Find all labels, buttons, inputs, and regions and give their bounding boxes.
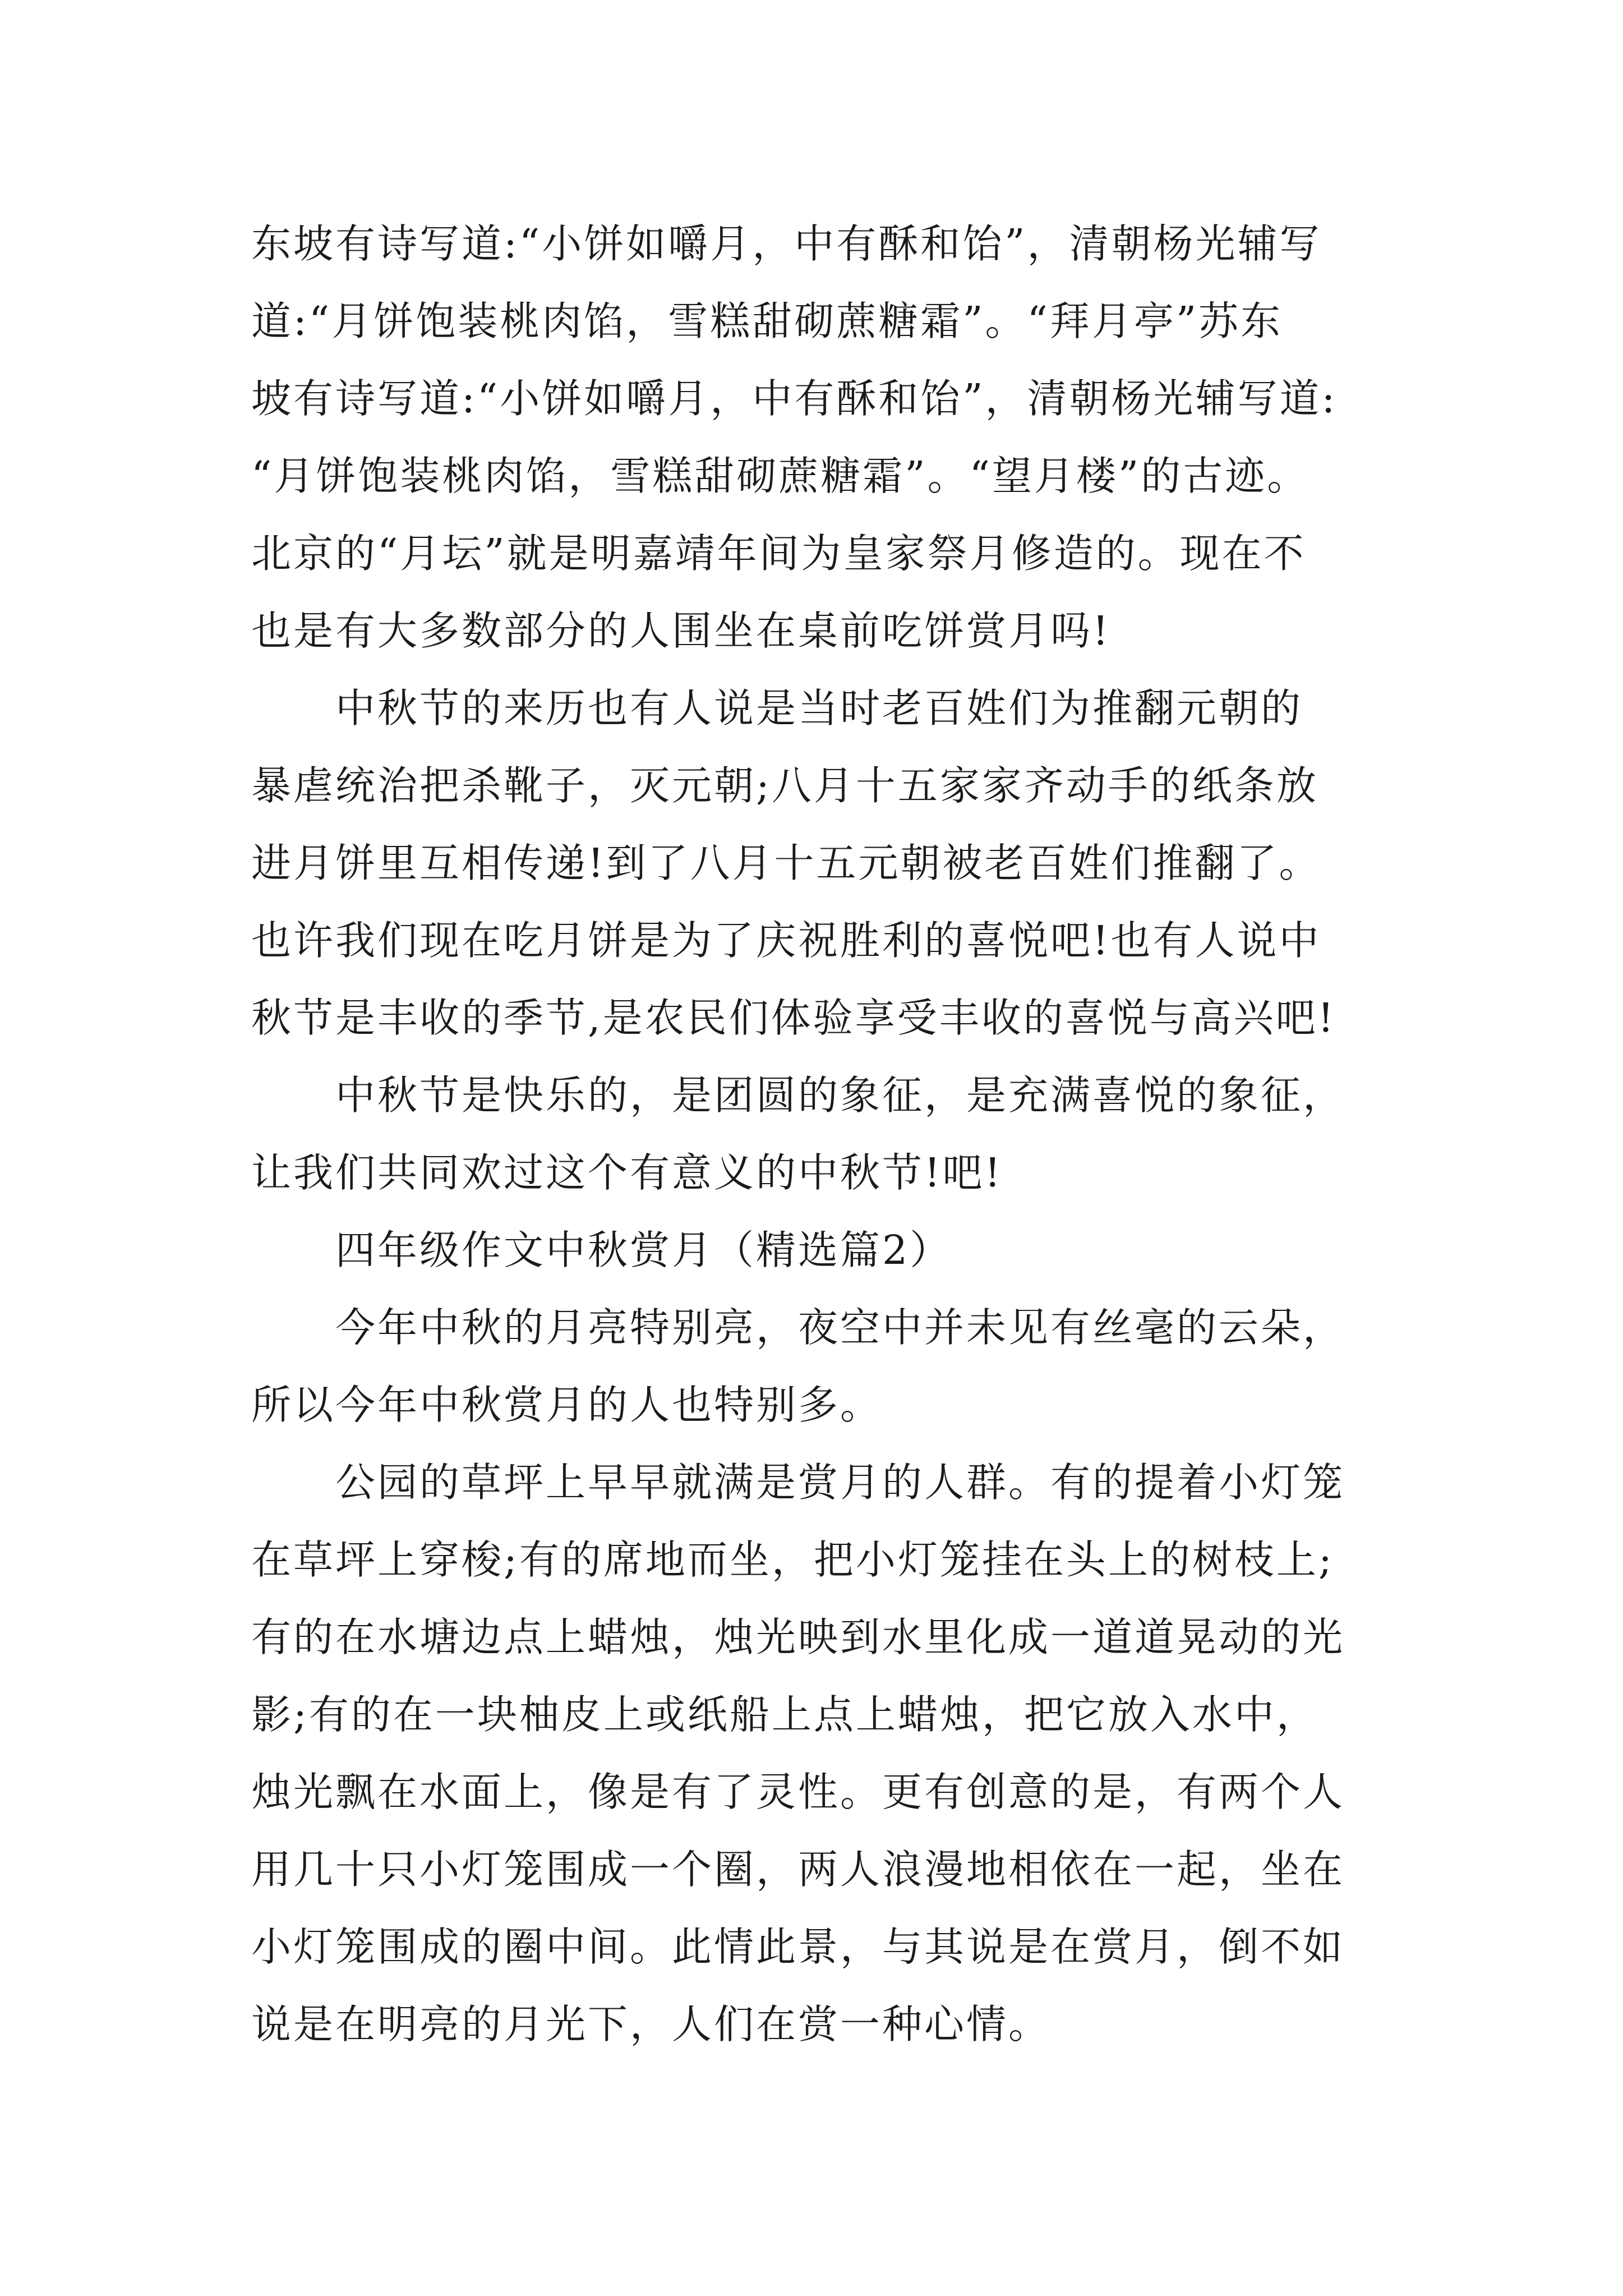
text-line: 道:“月饼饱装桃肉馅，雪糕甜砌蔗糖霜”。“拜月亭”苏东 (251, 298, 1283, 344)
text-line: 也是有大多数部分的人围坐在桌前吃饼赏月吗! (251, 608, 1111, 654)
paragraph-start-line: 今年中秋的月亮特别亮，夜空中并未见有丝毫的云朵， (335, 1304, 1345, 1351)
text-line: 秋节是丰收的季节,是农民们体验享受丰收的喜悦与高兴吧! (251, 995, 1336, 1041)
text-line: 说是在明亮的月光下，人们在赏一种心情。 (251, 2001, 1051, 2047)
text-line: 让我们共同欢过这个有意义的中秋节!吧! (251, 1149, 1003, 1196)
paragraph-start-line: 中秋节是快乐的，是团圆的象征，是充满喜悦的象征， (335, 1072, 1345, 1119)
text-line: 用几十只小灯笼围成一个圈，两人浪漫地相依在一起，坐在 (251, 1846, 1345, 1893)
text-line: 影;有的在一块柚皮上或纸船上点上蜡烛，把它放入水中， (251, 1691, 1318, 1738)
paragraph-start-line: 中秋节的来历也有人说是当时老百姓们为推翻元朝的 (335, 685, 1303, 731)
text-line: 小灯笼围成的圈中间。此情此景，与其说是在赏月，倒不如 (251, 1924, 1345, 1970)
paragraph-start-line: 公园的草坪上早早就满是赏月的人群。有的提着小灯笼 (335, 1459, 1345, 1506)
text-line: “月饼饱装桃肉馅，雪糕甜砌蔗糖霜”。“望月楼”的古迹。 (251, 453, 1310, 499)
text-line: 坡有诗写道:“小饼如嚼月，中有酥和饴”，清朝杨光辅写道: (251, 375, 1338, 422)
text-line: 进月饼里互相传递!到了八月十五元朝被老百姓们推翻了。 (251, 840, 1321, 886)
text-line: 在草坪上穿梭;有的席地而坐，把小灯笼挂在头上的树枝上; (251, 1536, 1334, 1583)
text-line: 暴虐统治把杀靴子，灭元朝;八月十五家家齐动手的纸条放 (251, 762, 1318, 809)
text-line: 东坡有诗写道:“小饼如嚼月，中有酥和饴”，清朝杨光辅写 (251, 220, 1322, 267)
text-line: 北京的“月坛”就是明嘉靖年间为皇家祭月修造的。现在不 (251, 530, 1306, 577)
text-line: 有的在水塘边点上蜡烛，烛光映到水里化成一道道晃动的光 (251, 1614, 1345, 1660)
body-text (251, 205, 1378, 2063)
text-line: 所以今年中秋赏月的人也特别多。 (251, 1382, 883, 1428)
section-heading: 四年级作文中秋赏月（精选篇2） (335, 1227, 952, 1273)
text-line: 也许我们现在吃月饼是为了庆祝胜利的喜悦吧!也有人说中 (251, 917, 1321, 964)
text-line: 烛光飘在水面上，像是有了灵性。更有创意的是，有两个人 (251, 1769, 1345, 1815)
